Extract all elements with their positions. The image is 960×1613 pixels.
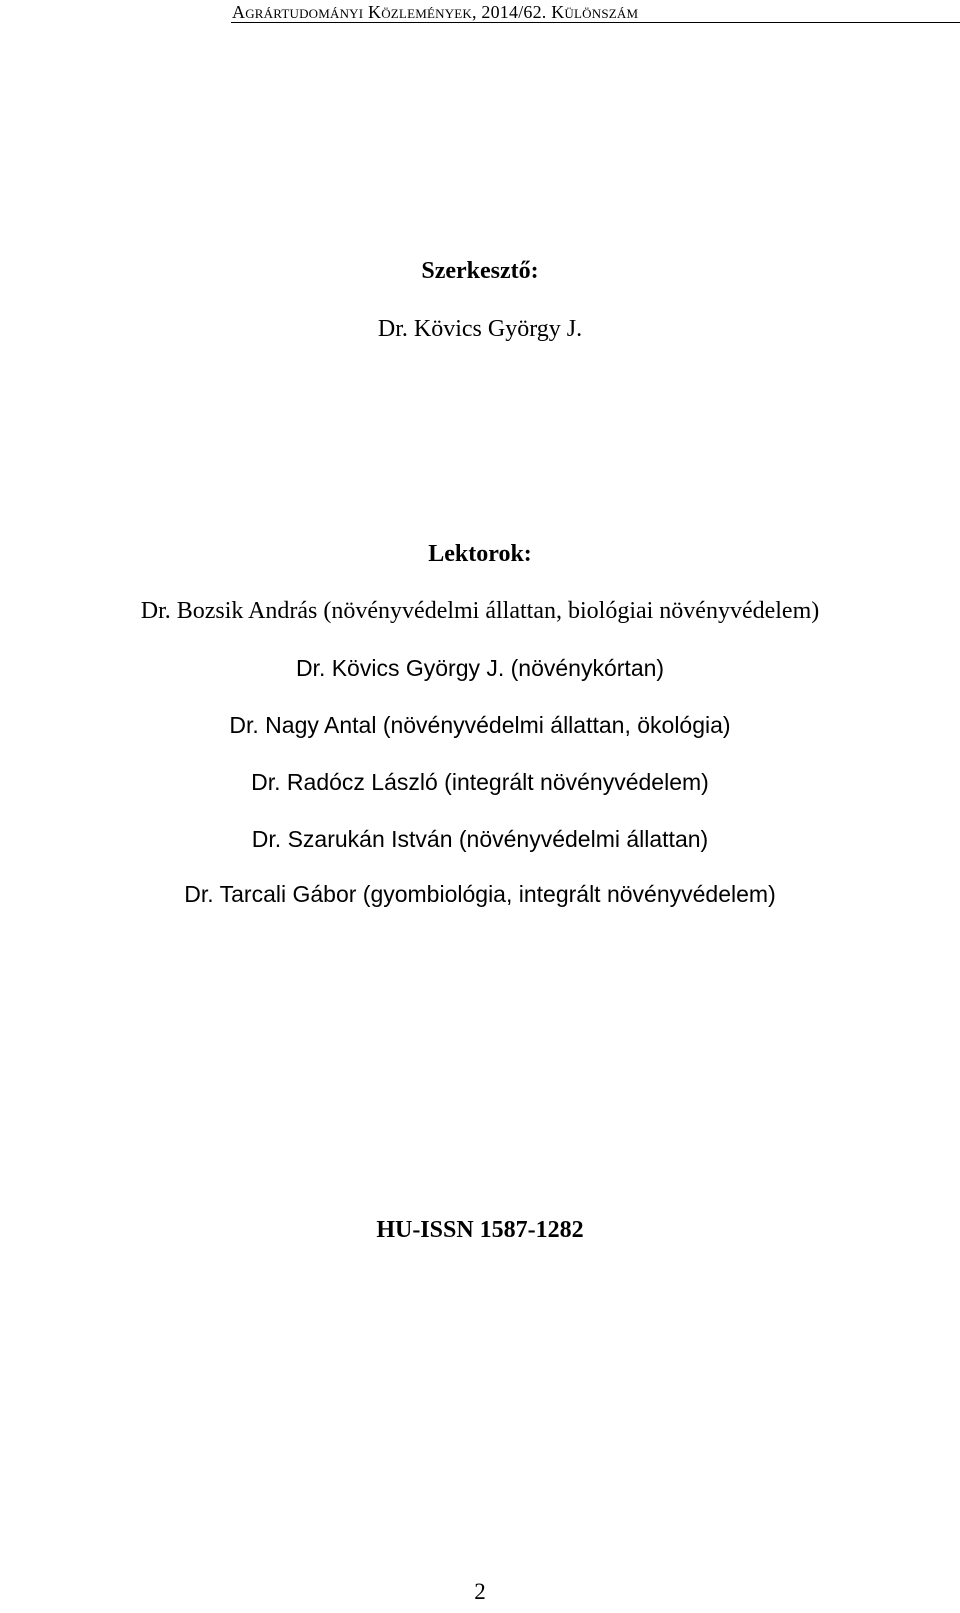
header-rule: [231, 22, 960, 23]
reviewer-item: Dr. Radócz László (integrált növényvédelem): [251, 769, 709, 795]
reviewer-item: Dr. Bozsik András (növényvédelmi állattan, biológiai növényvédelem): [140, 598, 820, 624]
page-number: 2: [474, 1579, 486, 1604]
editor-heading: Szerkesztő:: [421, 258, 539, 284]
reviewer-item: Dr. Tarcali Gábor (gyombiológia, integrált növényvédelem): [184, 881, 776, 907]
reviewers-heading: Lektorok:: [428, 541, 532, 567]
reviewer-item: Dr. Szarukán István (növényvédelmi állattan): [251, 826, 709, 852]
reviewer-item: Dr. Kövics György J. (növénykórtan): [295, 655, 665, 681]
reviewer-item: Dr. Nagy Antal (növényvédelmi állattan, ökológia): [229, 712, 731, 738]
editor-name: Dr. Kövics György J.: [377, 316, 583, 342]
running-header: Agrártudományi Közlemények, 2014/62. Különszám: [232, 2, 639, 22]
issn-number: HU-ISSN 1587-1282: [376, 1217, 584, 1243]
